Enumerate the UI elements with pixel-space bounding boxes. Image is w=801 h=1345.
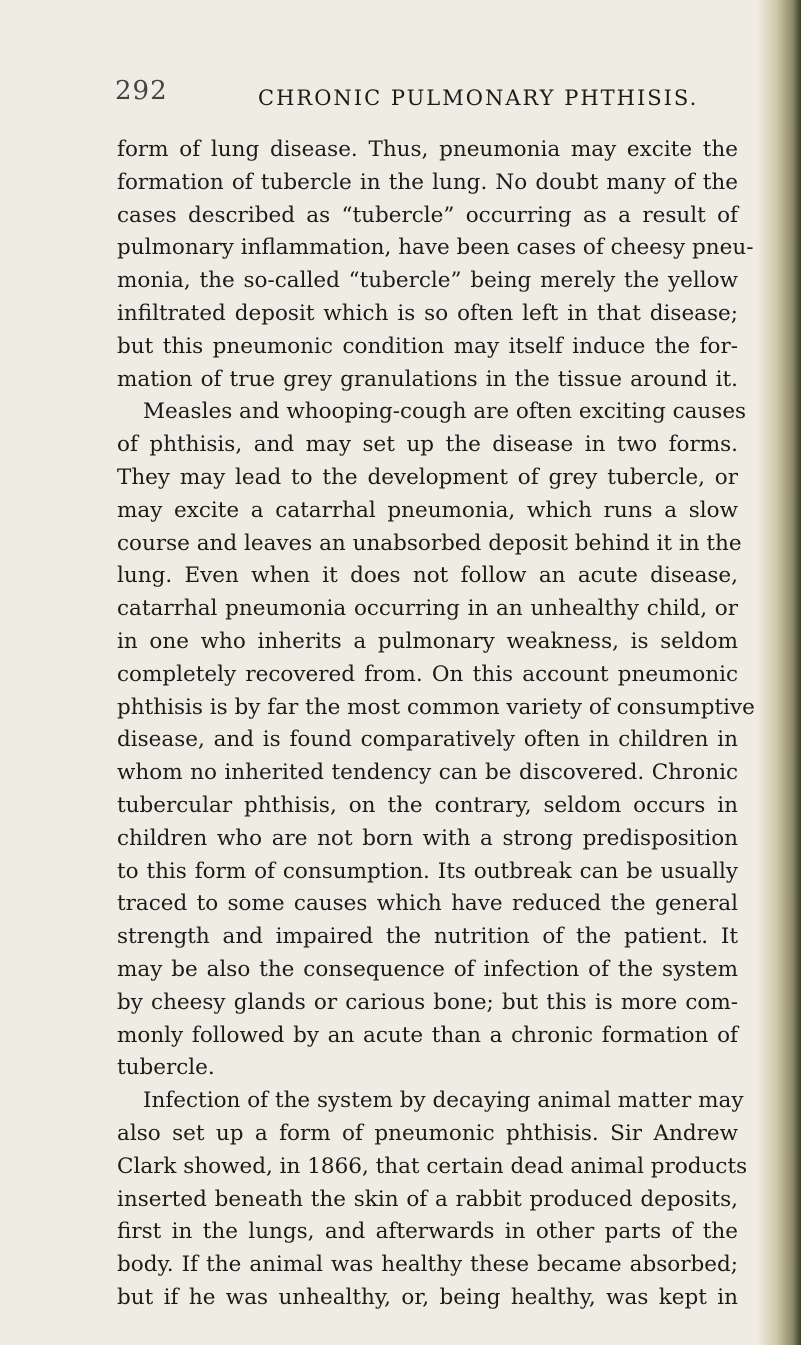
- text-line: inserted beneath the skin of a rabbit produced deposits,: [117, 1186, 738, 1212]
- text-line: formation of tubercle in the lung. No doubt many of the: [117, 169, 738, 195]
- text-line: catarrhal pneumonia occurring in an unhealthy child, or: [117, 596, 738, 622]
- text-line: traced to some causes which have reduced the general: [117, 891, 738, 917]
- text-line: children who are not born with a strong predisposition: [117, 825, 738, 851]
- text-line: pulmonary inflammation, have been cases of cheesy pneu-: [117, 235, 754, 261]
- text-line: whom no inherited tendency can be discovered. Chronic: [117, 760, 738, 786]
- text-line: to this form of consumption. Its outbreak can be usually: [117, 858, 738, 884]
- text-line: completely recovered from. On this account pneumonic: [117, 661, 738, 687]
- text-line: monia, the so-called “tubercle” being merely the yellow: [117, 268, 738, 294]
- text-line: in one who inherits a pulmonary weakness, is seldom: [117, 629, 738, 654]
- paragraph-start-line: Measles and whooping-cough are often exciting causes: [143, 399, 747, 425]
- text-line: first in the lungs, and afterwards in other parts of the: [117, 1219, 738, 1245]
- text-line: Clark showed, in 1866, that certain dead animal products: [117, 1153, 748, 1179]
- page-edge-shadow: [757, 0, 801, 1345]
- text-line: lung. Even when it does not follow an acute disease,: [117, 563, 738, 589]
- text-line: but this pneumonic condition may itself induce the for-: [117, 333, 738, 359]
- text-line: monly followed by an acute than a chronic formation of: [117, 1022, 738, 1048]
- text-line: form of lung disease. Thus, pneumonia may excite the: [117, 137, 738, 162]
- running-head: CHRONIC PULMONARY PHTHISIS.: [258, 86, 699, 110]
- text-line: also set up a form of pneumonic phthisis. Sir Andrew: [117, 1121, 738, 1146]
- text-line: disease, and is found comparatively often in children in: [117, 727, 738, 753]
- text-line: course and leaves an unabsorbed deposit behind it in the: [117, 530, 742, 556]
- text-line: cases described as “tubercle” occurring as a result of: [117, 202, 738, 228]
- text-line: may be also the consequence of infection of the system: [117, 957, 738, 982]
- text-line: of phthisis, and may set up the disease in two forms.: [117, 432, 738, 458]
- text-line: strength and impaired the nutrition of the patient. It: [117, 924, 738, 950]
- text-line: by cheesy glands or carious bone; but this is more com-: [117, 989, 738, 1015]
- text-line: may excite a catarrhal pneumonia, which runs a slow: [117, 497, 738, 523]
- text-line: but if he was unhealthy, or, being healthy, was kept in: [117, 1285, 738, 1310]
- text-line: They may lead to the development of grey tubercle, or: [117, 465, 738, 490]
- text-line: phthisis is by far the most common variety of consumptive: [117, 694, 755, 720]
- text-line: mation of true grey granulations in the tissue around it.: [117, 366, 738, 392]
- paragraph-start-line: Infection of the system by decaying animal matter may: [143, 1088, 744, 1114]
- text-line: tubercular phthisis, on the contrary, seldom occurs in: [117, 793, 738, 818]
- text-line: infiltrated deposit which is so often left in that disease;: [117, 301, 738, 326]
- text-line: body. If the animal was healthy these became absorbed;: [117, 1252, 738, 1278]
- page-number: 292: [115, 76, 168, 106]
- paragraph-end-line: tubercle.: [117, 1055, 215, 1081]
